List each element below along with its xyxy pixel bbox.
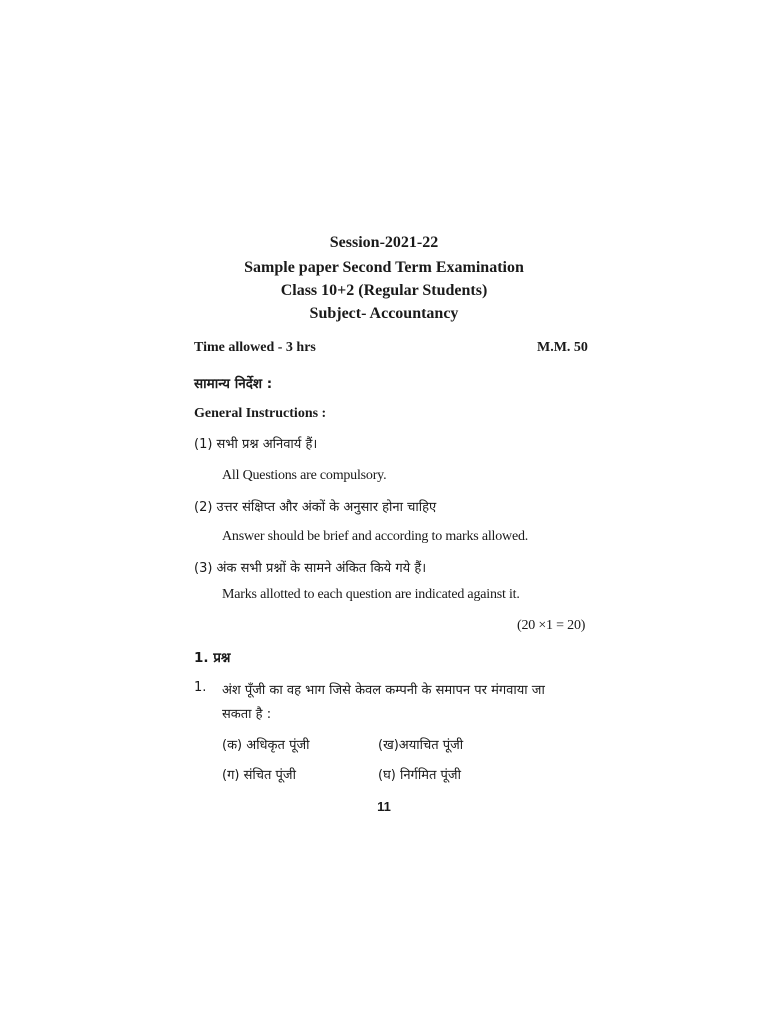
class-title: Class 10+2 (Regular Students) xyxy=(280,282,488,299)
option-ga: (ग) संचित पूंजी xyxy=(222,768,296,783)
marks-scheme: (20 ×1 = 20) xyxy=(517,618,586,633)
instruction-1-english: All Questions are compulsory. xyxy=(222,468,387,483)
session-title: Session-2021-22 xyxy=(329,234,439,251)
hindi-instructions-heading: सामान्य निर्देश : xyxy=(194,376,273,392)
instruction-1-hindi: (1) सभी प्रश्न अनिवार्य हैं। xyxy=(194,437,318,452)
instruction-3-english: Marks allotted to each question are indicated against it. xyxy=(222,587,520,602)
question-text-line2: सकता है : xyxy=(222,707,272,722)
option-gha: (घ) निर्गमित पूंजी xyxy=(378,768,461,783)
subject-title: Subject- Accountancy xyxy=(309,305,459,322)
instruction-2-hindi: (2) उत्तर संक्षिप्त और अंकों के अनुसार होना चाहिए xyxy=(194,500,437,515)
instruction-3-hindi: (3) अंक सभी प्रश्नों के सामने अंकित किये गये हैं। xyxy=(194,561,427,576)
instruction-2-english: Answer should be brief and according to marks allowed. xyxy=(222,529,529,544)
section-heading: 1. प्रश्न xyxy=(194,650,231,666)
option-ka: (क) अधिकृत पूंजी xyxy=(222,738,310,753)
exam-title: Sample paper Second Term Examination xyxy=(244,259,524,276)
page-number: 11 xyxy=(377,799,391,814)
question-text-line1: अंश पूँजी का वह भाग जिसे केवल कम्पनी के समापन पर मंगवाया जा xyxy=(222,683,545,698)
english-instructions-heading: General Instructions : xyxy=(194,406,327,421)
max-marks: M.M. 50 xyxy=(537,340,588,355)
time-allowed: Time allowed - 3 hrs xyxy=(194,340,316,355)
option-kha: (ख)अयाचित पूंजी xyxy=(378,738,464,753)
question-number: 1. xyxy=(194,680,207,695)
